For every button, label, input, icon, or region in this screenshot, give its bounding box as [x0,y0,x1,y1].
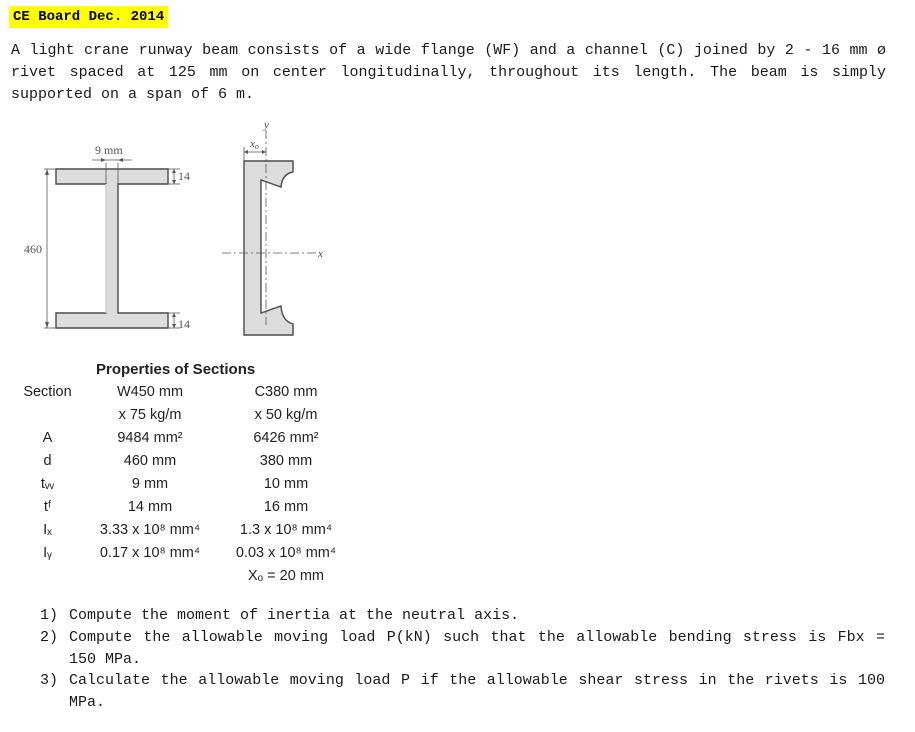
wf-value: 9484 mm² [117,430,183,446]
question-item [40,627,885,671]
channel-value: 1.3 x 10⁸ mm⁴ [239,522,333,538]
wf-value: 460 mm [123,453,177,469]
properties-row [0,568,360,591]
board-exam-tag: CE Board Dec. 2014 [9,6,168,28]
property-label: d [43,453,52,469]
wf-value: 14 mm [127,499,173,515]
property-label: Iᵧ [43,545,52,561]
properties-title: Properties of Sections [96,361,256,378]
question-item [40,605,885,627]
x-axis-label: x [318,248,323,260]
channel-value: 0.03 x 10⁸ mm⁴ [235,545,337,561]
property-label: tᵥᵥ [40,476,55,492]
web-thickness-label: 9 mm [95,143,123,157]
y-axis-label: y [264,119,269,131]
top-flange-thickness-label: 14 [178,169,190,183]
wf-value: 0.17 x 10⁸ mm⁴ [99,545,201,561]
wf-value: x 75 kg/m [118,407,182,423]
properties-row [0,522,360,545]
wf-shape [56,169,168,328]
property-label: A [42,430,53,446]
channel-value: C380 mm [254,384,318,400]
question-text: Compute the moment of inertia at the neutral axis. [69,607,520,624]
properties-row [0,384,360,407]
properties-row [0,453,360,476]
wf-value: W450 mm [116,384,184,400]
channel-value: 6426 mm² [253,430,319,446]
question-item [40,670,885,714]
channel-value: 10 mm [263,476,309,492]
properties-row [0,430,360,453]
question-text: Compute the allowable moving load P(kN) such that the allowable bending stress is Fbx = 150 MPa. [69,628,885,668]
channel-value: x 50 kg/m [254,407,318,423]
channel-value: Xₒ = 20 mm [248,568,324,584]
properties-row [0,545,360,568]
wf-value: 3.33 x 10⁸ mm⁴ [99,522,201,538]
properties-row [0,499,360,522]
cross-section-figure [0,100,360,355]
question-text: Calculate the allowable moving load P if the allowable shear stress in the rivets is 100 MPa. [69,672,885,712]
wide-flange-section [24,143,190,331]
question-number: 1) [40,607,59,624]
channel-value: 16 mm [263,499,309,515]
property-label: tᶠ [43,499,52,515]
channel-value: 380 mm [259,453,313,469]
problem-statement: A light crane runway beam consists of a wide flange (WF) and a channel (C) joined by 2 - 16 mm ø rivet spaced at 125 mm on center longitudinally, throughout its length. The beam is simply supported on a span of 6 m. [11,42,886,103]
question-number: 3) [40,672,59,690]
wf-value: 9 mm [131,476,169,492]
xo-label: xo [250,138,259,151]
questions-list [40,605,885,714]
properties-row [0,476,360,499]
property-label: Section [23,384,72,400]
bottom-flange-thickness-label: 14 [178,317,190,331]
channel-section [222,119,323,335]
question-number: 2) [40,628,59,646]
wf-depth-label: 460 [24,242,42,256]
channel-shape [244,161,293,335]
properties-row [0,407,360,430]
property-label: Iₓ [43,522,52,538]
